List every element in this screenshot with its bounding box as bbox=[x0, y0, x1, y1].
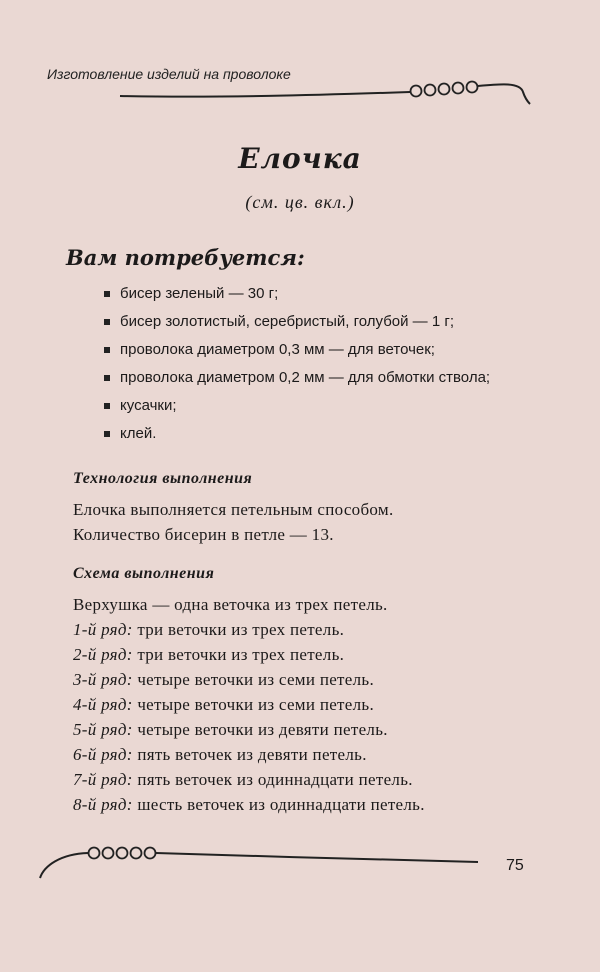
scheme-row: 5-й ряд: четыре веточки из девяти петель. bbox=[73, 720, 388, 739]
technology-line: Елочка выполняется петельным способом. bbox=[73, 500, 394, 519]
bullet-icon bbox=[104, 291, 110, 297]
page-number: 75 bbox=[506, 857, 524, 874]
list-item: бисер зеленый — 30 г; bbox=[104, 280, 490, 308]
article-subtitle: (см. цв. вкл.) bbox=[245, 192, 355, 212]
list-item: проволока диаметром 0,3 мм — для веточек; bbox=[104, 336, 490, 364]
technology-line: Количество бисерин в петле — 13. bbox=[73, 525, 334, 544]
scheme-row: 7-й ряд: пять веточек из одиннадцати петель. bbox=[73, 770, 413, 789]
scheme-row: 8-й ряд: шесть веточек из одиннадцати петель. bbox=[73, 795, 425, 814]
bullet-icon bbox=[104, 347, 110, 353]
list-item: клей. bbox=[104, 420, 490, 448]
materials-list bbox=[104, 280, 490, 448]
scheme-row: 1-й ряд: три веточки из трех петель. bbox=[73, 620, 345, 639]
article-title: Елочка bbox=[238, 142, 362, 175]
scheme-row: 2-й ряд: три веточки из трех петель. bbox=[73, 645, 345, 664]
bullet-icon bbox=[104, 319, 110, 325]
running-header: Изготовление изделий на проволоке bbox=[47, 66, 291, 82]
materials-heading: Вам потребуется: bbox=[66, 245, 305, 270]
list-item: кусачки; bbox=[104, 392, 490, 420]
bullet-icon bbox=[104, 403, 110, 409]
bullet-icon bbox=[104, 431, 110, 437]
bullet-icon bbox=[104, 375, 110, 381]
scheme-row: 6-й ряд: пять веточек из девяти петель. bbox=[73, 745, 367, 764]
scheme-intro: Верхушка — одна веточка из трех петель. bbox=[73, 595, 388, 614]
technology-heading: Технология выполнения bbox=[73, 470, 253, 487]
list-item: проволока диаметром 0,2 мм — для обмотки ствола; bbox=[104, 364, 490, 392]
header-ornament bbox=[0, 0, 600, 120]
scheme-row: 4-й ряд: четыре веточки из семи петель. bbox=[73, 695, 375, 714]
scheme-row: 3-й ряд: четыре веточки из семи петель. bbox=[73, 670, 375, 689]
list-item: бисер золотистый, серебристый, голубой — 1 г; bbox=[104, 308, 490, 336]
scheme-heading: Схема выполнения bbox=[73, 565, 215, 582]
